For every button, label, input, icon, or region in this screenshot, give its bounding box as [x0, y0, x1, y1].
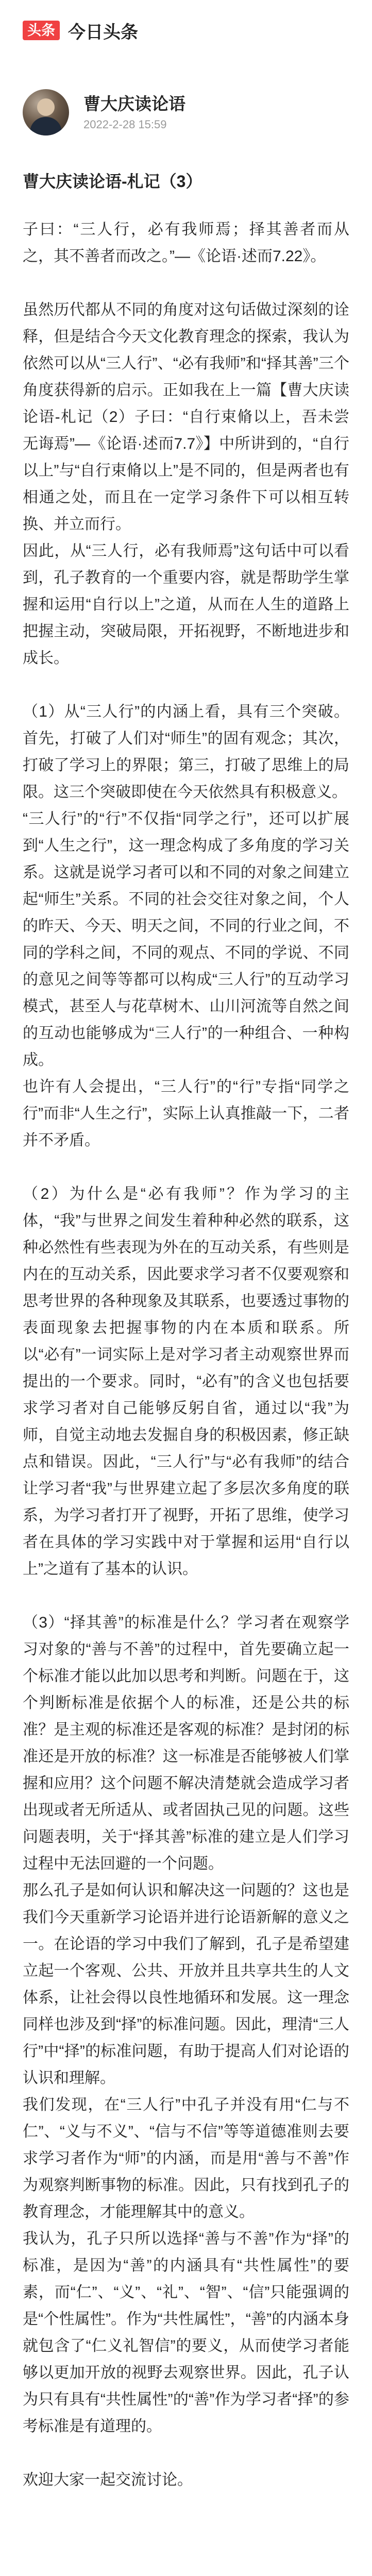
author-row [0, 61, 372, 141]
article-paragraph: 欢迎大家一起交流讨论。 [23, 2471, 193, 2488]
author-name[interactable]: 曹大庆读论语 [83, 94, 185, 114]
author-meta [83, 93, 185, 131]
paragraph-gap [23, 1154, 349, 1181]
paragraph-gap [23, 2440, 349, 2467]
article-paragraph: 子曰：“三人行，必有我师焉；择其善者而从之，其不善者而改之。”—《论语·述而7.22》。 [23, 221, 349, 265]
avatar-head [37, 98, 55, 116]
article-paragraph: 我们发现，在“三人行”中孔子并没有用“仁与不仁”、“义与不义”、“信与不信”等等道德准则去要求学习者作为“师”的内涵，而是用“善与不善”作为观察判断事物的标准。因此，只有找到孔子的教育理念，才能理解其中的意义。 [23, 2096, 349, 2221]
post-time: 2022-2-28 15:59 [83, 117, 167, 131]
article-paragraph: 因此，从“三人行，必有我师焉”这句话中可以看到，孔子教育的一个重要内容，就是帮助学生掌握和运用“自行以上”之道，从而在人生的道路上把握主动，突破局限，开拓视野，不断地进步和成长。 [23, 543, 349, 667]
article-title: 曹大庆读论语-札记（3） [23, 172, 202, 191]
paragraph-gap [23, 270, 349, 297]
article-paragraph: （1）从“三人行”的内涵上看，具有三个突破。首先，打破了人们对“师生”的固有观念；其次，打破了学习上的界限；第三，打破了思维上的局限。这三个突破即使在今天依然具有积极意义。 [23, 703, 349, 801]
app-name[interactable]: 今日头条 [68, 22, 138, 42]
article-paragraph: （2）为什么是“必有我师”？作为学习的主体，“我”与世界之间发生着种种必然的联系，这种必然性有些表现为外在的互动关系，有些则是内在的互动关系，因此要求学习者不仅要观察和思考世界的各种现象及其联系，也要透过事物的表面现象去把握事物的内在本质和联系。所以“必有”一词实际上是对学习者主动观察世界而提出的一个要求。同时，“必有”的含义也包括要求学习者对自己能够反躬自省，通过以“我”为师，自觉主动地去发掘自身的积极因素，修正缺点和错误。因此，“三人行”与“必有我师”的结合让学习者“我”与世界建立起了多层次多角度的联系，为学习者打开了视野，开拓了思维，使学习者在具体的学习实践中对于掌握和运用“自行以上”之道有了基本的认识。 [23, 1185, 349, 1578]
article-paragraph: 我认为，孔子只所以选择“善与不善”作为“择”的标准，是因为“善”的内涵具有“共性属性”的要素，而“仁”、“义”、“礼”、“智”、“信”只能强调的是“个性属性”。作为“共性属性”，“善”的内涵本身就包含了“仁义礼智信”的要义，从而使学习者能够以更加开放的视野去观察世界。因此，孔子认为只有具有“共性属性”的“善”作为学习者“择”的参考标准是有道理的。 [23, 2230, 349, 2435]
paragraph-gap [23, 1583, 349, 1609]
article-paragraph: 那么孔子是如何认识和解决这一问题的？这也是我们今天重新学习论语并进行论语新解的意义之一。在论语的学习中我们了解到，孔子是希望建立起一个客观、公共、开放并且共享共生的人文体系，让社会得以良性地循环和发展。这一理念同样也涉及到“择”的标准问题。因此，理清“三人行”中“择”的标准问题，有助于提高人们对论语的认识和理解。 [23, 1882, 349, 2087]
brand-badge[interactable]: 头条 [23, 21, 60, 40]
article-paragraph: “三人行”的“行”不仅指“同学之行”，还可以扩展到“人生之行”，这一理念构成了多角度的学习关系。这就是说学习者可以和不同的对象之间建立起“师生”关系。不同的社会交往对象之间，个人的昨天、今天、明天之间，不同的行业之间，不同的学科之间，不同的观点、不同的学说、不同的意见之间等等都可以构成“三人行”的互动学习模式，甚至人与花草树木、山川河流等自然之间的互动也能够成为“三人行”的一种组合、一种构成。 [23, 810, 349, 1069]
paragraph-gap [23, 672, 349, 699]
article-body [0, 168, 372, 2494]
avatar-body [30, 117, 62, 135]
article-paragraph: 虽然历代都从不同的角度对这句话做过深刻的诠释，但是结合今天文化教育理念的探索，我认为依然可以从“三人行”、“必有我师”和“择其善”三个角度获得新的启示。正如我在上一篇【曹大庆读论语-札记（2）子曰：“自行束脩以上，吾未尝无诲焉”—《论语·述而7.7》】中所讲到的，“自行以上”与“自行束脩以上”是不同的，但是两者也有相通之处，而且在一定学习条件下可以相互转换、并立而行。 [23, 301, 349, 533]
article-paragraph: 也许有人会提出，“三人行”的“行”专指“同学之行”而非“人生之行”，实际上认真推敲一下，二者并不矛盾。 [23, 1078, 349, 1149]
app-header [0, 0, 372, 61]
article-paragraph: （3）“择其善”的标准是什么？学习者在观察学习对象的“善与不善”的过程中，首先要确立起一个标准才能以此加以思考和判断。问题在于，这个判断标准是依据个人的标准，还是公共的标准？是主观的标准还是客观的标准？是封闭的标准还是开放的标准？这一标准是否能够被人们掌握和应用？这个问题不解决清楚就会造成学习者出现或者无所适从、或者固执己见的问题。这些问题表明，关于“择其善”标准的建立是人们学习过程中无法回避的一个问题。 [23, 1614, 349, 1872]
author-avatar[interactable] [23, 89, 69, 135]
